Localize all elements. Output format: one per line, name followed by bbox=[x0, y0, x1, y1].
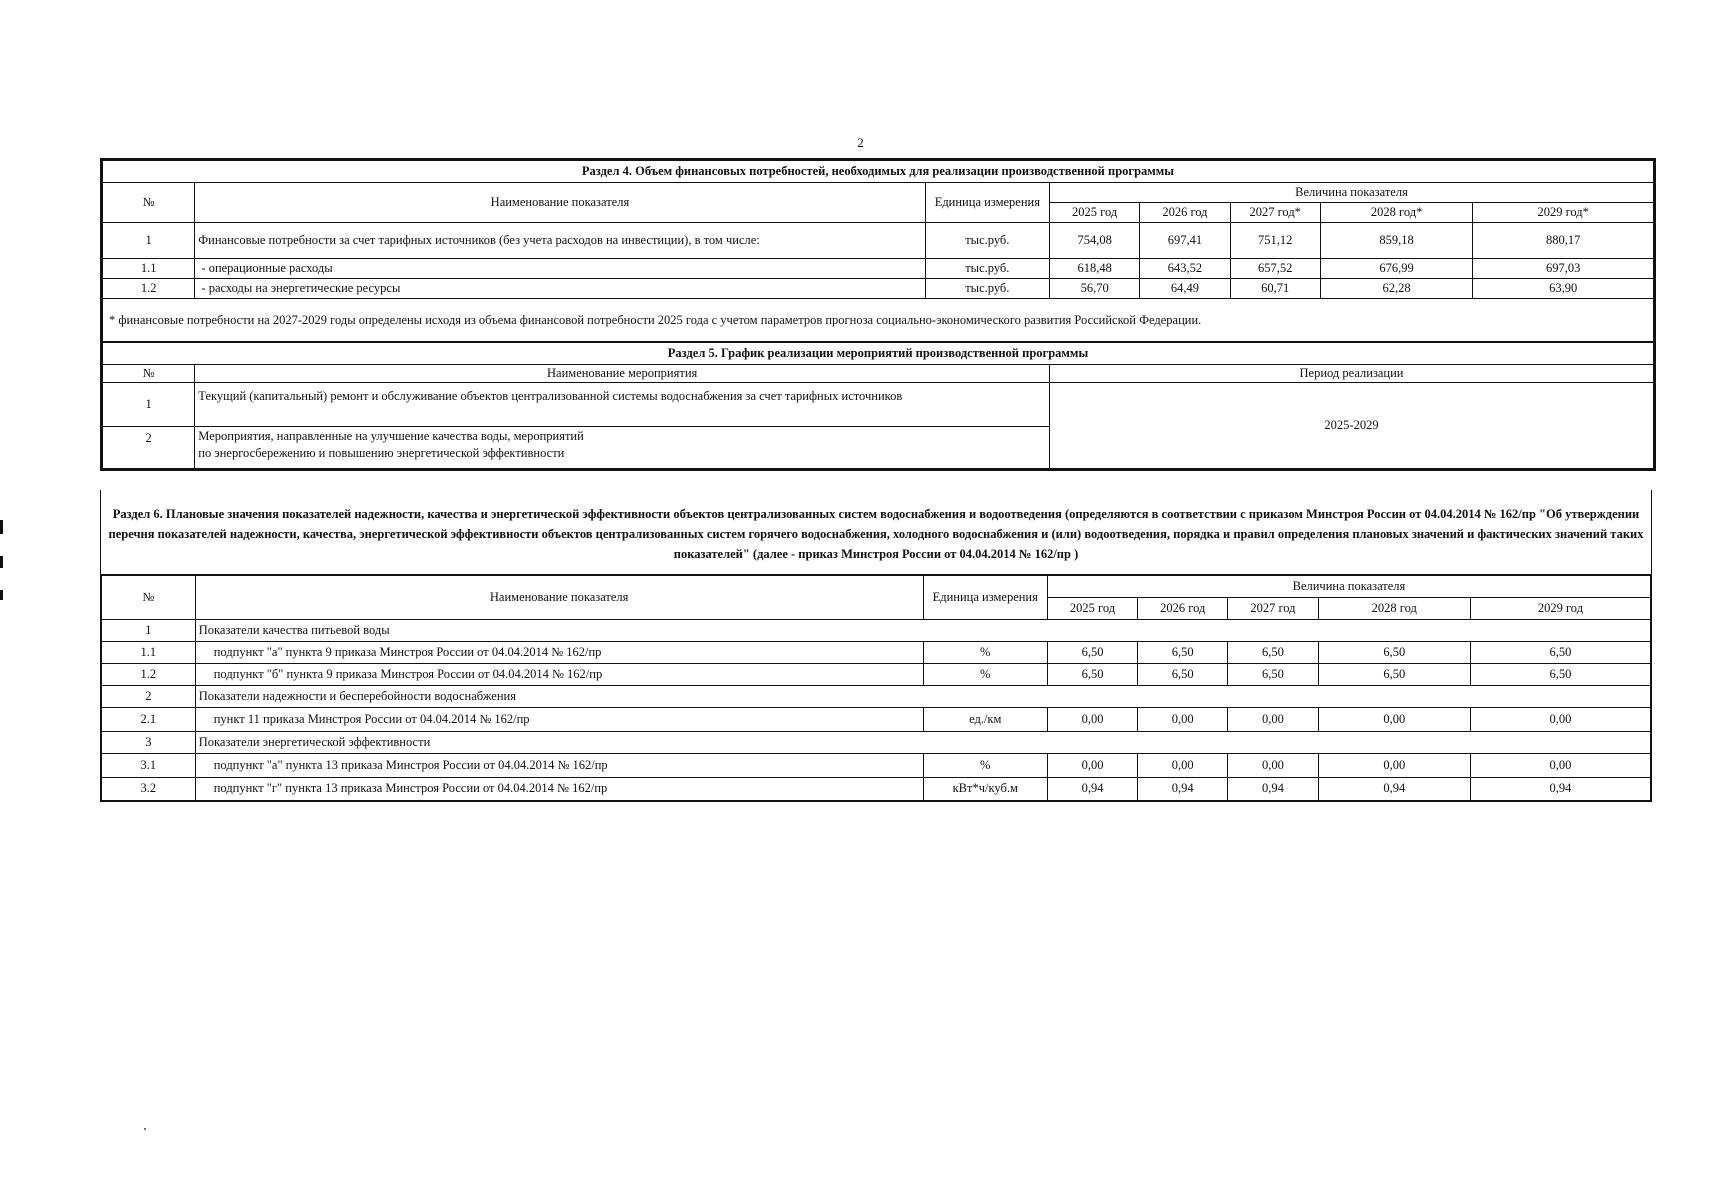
row-value: 6,50 bbox=[1047, 663, 1137, 685]
row-value: 56,70 bbox=[1050, 279, 1140, 299]
row-value: 697,03 bbox=[1473, 259, 1654, 279]
section4-title: Раздел 4. Объем финансовых потребностей, необходимых для реализации производственной программы bbox=[103, 161, 1654, 183]
row-value: 6,50 bbox=[1228, 641, 1318, 663]
header-name: Наименование показателя bbox=[195, 575, 923, 619]
section6-block bbox=[100, 490, 1652, 802]
row-value: 618,48 bbox=[1050, 259, 1140, 279]
row-value: 751,12 bbox=[1230, 223, 1320, 259]
section4-footnote: * финансовые потребности на 2027-2029 годы определены исходя из объема финансовой потребности 2025 года с учетом параметров прогноза социально-экономического развития Российской Федерации. bbox=[103, 299, 1654, 342]
header-num: № bbox=[101, 575, 195, 619]
table-row bbox=[103, 259, 1654, 279]
row-num: 2.1 bbox=[101, 707, 195, 731]
row-value: 0,00 bbox=[1138, 707, 1228, 731]
header-year: 2027 год* bbox=[1230, 203, 1320, 223]
row-value: 0,94 bbox=[1047, 777, 1137, 801]
header-year: 2025 год bbox=[1050, 203, 1140, 223]
row-num: 1.1 bbox=[101, 641, 195, 663]
row-value: 0,00 bbox=[1138, 753, 1228, 777]
header-unit: Единица измерения bbox=[925, 183, 1049, 223]
row-num: 1.2 bbox=[101, 663, 195, 685]
table-row bbox=[101, 753, 1651, 777]
table-row bbox=[101, 641, 1651, 663]
row-value: 6,50 bbox=[1318, 641, 1470, 663]
row-unit: кВт*ч/куб.м bbox=[923, 777, 1047, 801]
row-name-line: Мероприятия, направленные на улучшение качества воды, мероприятий bbox=[198, 429, 584, 443]
row-num: 3.2 bbox=[101, 777, 195, 801]
row-value: 0,94 bbox=[1138, 777, 1228, 801]
header-name: Наименование показателя bbox=[195, 183, 925, 223]
row-num: 1 bbox=[101, 619, 195, 641]
row-value: 0,00 bbox=[1047, 707, 1137, 731]
header-year: 2029 год bbox=[1470, 597, 1651, 619]
row-num: 3.1 bbox=[101, 753, 195, 777]
row-num: 1 bbox=[103, 383, 195, 427]
row-unit: ед./км bbox=[923, 707, 1047, 731]
scan-edge-mark bbox=[0, 590, 3, 600]
header-year: 2027 год bbox=[1228, 597, 1318, 619]
row-value: 0,00 bbox=[1470, 753, 1651, 777]
scan-edge-mark bbox=[0, 520, 3, 534]
row-value: 0,00 bbox=[1470, 707, 1651, 731]
row-name: пункт 11 приказа Минстроя России от 04.04.2014 № 162/пр bbox=[195, 707, 923, 731]
table-row bbox=[103, 279, 1654, 299]
period-value: 2025-2029 bbox=[1050, 383, 1654, 469]
row-unit: % bbox=[923, 641, 1047, 663]
header-value: Величина показателя bbox=[1050, 183, 1654, 203]
row-name-line: по энергосбережению и повышению энергетической эффективности bbox=[198, 446, 565, 460]
row-unit: тыс.руб. bbox=[925, 259, 1049, 279]
table-row bbox=[101, 777, 1651, 801]
table-row bbox=[103, 223, 1654, 259]
row-value: 6,50 bbox=[1228, 663, 1318, 685]
row-value: 0,94 bbox=[1228, 777, 1318, 801]
header-year: 2028 год bbox=[1318, 597, 1470, 619]
row-name: Финансовые потребности за счет тарифных источников (без учета расходов на инвестиции), в том числе: bbox=[195, 223, 925, 259]
row-value: 657,52 bbox=[1230, 259, 1320, 279]
section6-table bbox=[100, 574, 1652, 802]
row-num: 2 bbox=[103, 427, 195, 469]
header-num: № bbox=[103, 183, 195, 223]
sections-4-5-block bbox=[100, 158, 1656, 471]
row-value: 6,50 bbox=[1318, 663, 1470, 685]
section4-table bbox=[102, 160, 1654, 342]
row-value: 0,00 bbox=[1228, 753, 1318, 777]
group-name: Показатели надежности и бесперебойности водоснабжения bbox=[195, 685, 1651, 707]
header-unit: Единица измерения bbox=[923, 575, 1047, 619]
table-row bbox=[103, 383, 1654, 427]
group-row bbox=[101, 685, 1651, 707]
row-value: 63,90 bbox=[1473, 279, 1654, 299]
row-num: 1.1 bbox=[103, 259, 195, 279]
row-value: 0,94 bbox=[1470, 777, 1651, 801]
row-name: подпункт "г" пункта 13 приказа Минстроя России от 04.04.2014 № 162/пр bbox=[195, 777, 923, 801]
row-name: - операционные расходы bbox=[195, 259, 925, 279]
header-period: Период реализации bbox=[1050, 365, 1654, 383]
row-value: 676,99 bbox=[1320, 259, 1472, 279]
row-value: 64,49 bbox=[1140, 279, 1230, 299]
row-value: 0,00 bbox=[1318, 707, 1470, 731]
row-value: 6,50 bbox=[1138, 663, 1228, 685]
row-num: 3 bbox=[101, 731, 195, 753]
row-value: 6,50 bbox=[1047, 641, 1137, 663]
row-value: 859,18 bbox=[1320, 223, 1472, 259]
row-num: 2 bbox=[101, 685, 195, 707]
table-row bbox=[101, 707, 1651, 731]
page-number: 2 bbox=[857, 135, 864, 150]
row-value: 643,52 bbox=[1140, 259, 1230, 279]
group-name: Показатели энергетической эффективности bbox=[195, 731, 1651, 753]
row-value: 880,17 bbox=[1473, 223, 1654, 259]
row-num: 1 bbox=[103, 223, 195, 259]
header-year: 2028 год* bbox=[1320, 203, 1472, 223]
section5-title: Раздел 5. График реализации мероприятий производственной программы bbox=[103, 343, 1654, 365]
header-year: 2029 год* bbox=[1473, 203, 1654, 223]
scan-edge-mark bbox=[0, 556, 3, 568]
header-num: № bbox=[103, 365, 195, 383]
row-unit: тыс.руб. bbox=[925, 279, 1049, 299]
row-name: - расходы на энергетические ресурсы bbox=[195, 279, 925, 299]
section6-title: Раздел 6. Плановые значения показателей надежности, качества и энергетической эффективности объектов централизованных систем водоснабжения и водоотведения (определяются в соответствии с приказом Минстроя России от 04.04.2014 № 162/пр "Об утверждении перечня показателей надежности, качества, энергетической эффективности объектов централизованных систем горячего водоснабжения, холодного водоснабжения и (или) водоотведения, порядка и правил определения плановых значений и фактических значений таких показателей" (далее - приказ Минстроя России от 04.04.2014 № 162/пр ) bbox=[100, 490, 1652, 574]
row-value: 6,50 bbox=[1138, 641, 1228, 663]
header-year: 2026 год bbox=[1138, 597, 1228, 619]
row-name: Текущий (капитальный) ремонт и обслуживание объектов централизованной системы водоснабжения за счет тарифных источников bbox=[195, 383, 1050, 427]
row-name bbox=[195, 427, 1050, 469]
row-name: подпункт "а" пункта 9 приказа Минстроя России от 04.04.2014 № 162/пр bbox=[195, 641, 923, 663]
row-value: 697,41 bbox=[1140, 223, 1230, 259]
row-value: 62,28 bbox=[1320, 279, 1472, 299]
group-row bbox=[101, 619, 1651, 641]
row-value: 60,71 bbox=[1230, 279, 1320, 299]
header-name: Наименование мероприятия bbox=[195, 365, 1050, 383]
group-row bbox=[101, 731, 1651, 753]
row-num: 1.2 bbox=[103, 279, 195, 299]
row-value: 754,08 bbox=[1050, 223, 1140, 259]
header-year: 2026 год bbox=[1140, 203, 1230, 223]
row-name: подпункт "б" пункта 9 приказа Минстроя России от 04.04.2014 № 162/пр bbox=[195, 663, 923, 685]
section5-table bbox=[102, 342, 1654, 469]
row-value: 0,00 bbox=[1318, 753, 1470, 777]
row-value: 6,50 bbox=[1470, 641, 1651, 663]
row-value: 0,94 bbox=[1318, 777, 1470, 801]
header-value: Величина показателя bbox=[1047, 575, 1651, 597]
header-year: 2025 год bbox=[1047, 597, 1137, 619]
row-unit: тыс.руб. bbox=[925, 223, 1049, 259]
table-row bbox=[101, 663, 1651, 685]
row-value: 6,50 bbox=[1470, 663, 1651, 685]
scan-dot bbox=[144, 1128, 146, 1130]
row-value: 0,00 bbox=[1047, 753, 1137, 777]
row-unit: % bbox=[923, 663, 1047, 685]
row-value: 0,00 bbox=[1228, 707, 1318, 731]
row-name: подпункт "а" пункта 13 приказа Минстроя России от 04.04.2014 № 162/пр bbox=[195, 753, 923, 777]
group-name: Показатели качества питьевой воды bbox=[195, 619, 1651, 641]
row-unit: % bbox=[923, 753, 1047, 777]
